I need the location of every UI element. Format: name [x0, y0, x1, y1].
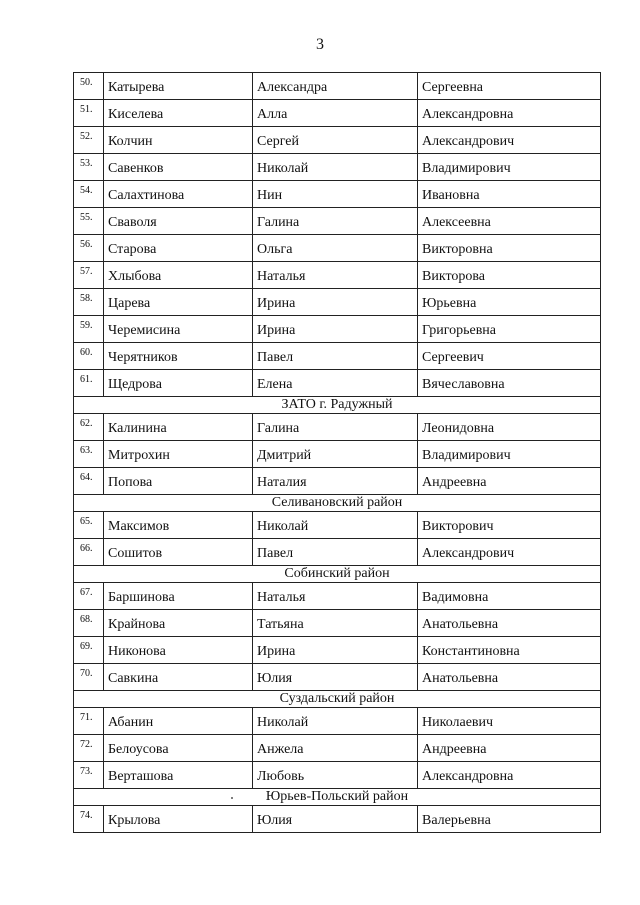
table-row	[74, 708, 601, 735]
table-row	[74, 806, 601, 833]
row-number: 63.	[74, 441, 104, 468]
table-row	[74, 468, 601, 495]
surname-cell: Верташова	[104, 762, 253, 789]
surname-cell: Катырева	[104, 73, 253, 100]
row-number: 57.	[74, 262, 104, 289]
row-number: 73.	[74, 762, 104, 789]
row-number: 70.	[74, 664, 104, 691]
surname-cell: Белоусова	[104, 735, 253, 762]
first-name-cell: Наталия	[253, 468, 418, 495]
row-number: 51.	[74, 100, 104, 127]
patronymic-cell: Валерьевна	[418, 806, 601, 833]
surname-cell: Хлыбова	[104, 262, 253, 289]
first-name-cell: Павел	[253, 343, 418, 370]
surname-cell: Савкина	[104, 664, 253, 691]
section-header-row	[74, 397, 601, 414]
row-number: 65.	[74, 512, 104, 539]
patronymic-cell: Андреевна	[418, 735, 601, 762]
section-header-row	[74, 566, 601, 583]
surname-cell: Крайнова	[104, 610, 253, 637]
patronymic-cell: Алексеевна	[418, 208, 601, 235]
table-row	[74, 154, 601, 181]
row-number: 69.	[74, 637, 104, 664]
surname-cell: Сошитов	[104, 539, 253, 566]
table-row	[74, 735, 601, 762]
patronymic-cell: Александрович	[418, 127, 601, 154]
row-number: 62.	[74, 414, 104, 441]
surname-cell: Колчин	[104, 127, 253, 154]
table-row	[74, 289, 601, 316]
patronymic-cell: Николаевич	[418, 708, 601, 735]
table-row	[74, 664, 601, 691]
patronymic-cell: Викторович	[418, 512, 601, 539]
table-row	[74, 370, 601, 397]
row-number: 60.	[74, 343, 104, 370]
first-name-cell: Наталья	[253, 583, 418, 610]
first-name-cell: Дмитрий	[253, 441, 418, 468]
table-row	[74, 637, 601, 664]
section-header-row	[74, 789, 601, 806]
surname-cell: Щедрова	[104, 370, 253, 397]
first-name-cell: Ирина	[253, 316, 418, 343]
patronymic-cell: Вадимовна	[418, 583, 601, 610]
table-row	[74, 583, 601, 610]
first-name-cell: Николай	[253, 708, 418, 735]
first-name-cell: Алла	[253, 100, 418, 127]
patronymic-cell: Владимирович	[418, 441, 601, 468]
surname-cell: Савенков	[104, 154, 253, 181]
row-number: 59.	[74, 316, 104, 343]
first-name-cell: Ирина	[253, 637, 418, 664]
roster-body	[74, 73, 601, 833]
patronymic-cell: Григорьевна	[418, 316, 601, 343]
surname-cell: Баршинова	[104, 583, 253, 610]
row-number: 56.	[74, 235, 104, 262]
row-number: 52.	[74, 127, 104, 154]
surname-cell: Абанин	[104, 708, 253, 735]
table-row	[74, 316, 601, 343]
table-row	[74, 610, 601, 637]
section-title: Юрьев-Польский район	[74, 789, 601, 806]
first-name-cell: Юлия	[253, 806, 418, 833]
first-name-cell: Нин	[253, 181, 418, 208]
surname-cell: Старова	[104, 235, 253, 262]
patronymic-cell: Александровна	[418, 100, 601, 127]
surname-cell: Сваволя	[104, 208, 253, 235]
patronymic-cell: Вячеславовна	[418, 370, 601, 397]
table-row	[74, 441, 601, 468]
row-number: 61.	[74, 370, 104, 397]
row-number: 53.	[74, 154, 104, 181]
first-name-cell: Ирина	[253, 289, 418, 316]
patronymic-cell: Александрович	[418, 539, 601, 566]
patronymic-cell: Александровна	[418, 762, 601, 789]
section-header-row	[74, 495, 601, 512]
table-row	[74, 100, 601, 127]
table-row	[74, 343, 601, 370]
table-row	[74, 235, 601, 262]
stray-mark	[231, 797, 233, 799]
first-name-cell: Александра	[253, 73, 418, 100]
row-number: 72.	[74, 735, 104, 762]
surname-cell: Митрохин	[104, 441, 253, 468]
surname-cell: Крылова	[104, 806, 253, 833]
row-number: 71.	[74, 708, 104, 735]
first-name-cell: Любовь	[253, 762, 418, 789]
row-number: 54.	[74, 181, 104, 208]
surname-cell: Калинина	[104, 414, 253, 441]
first-name-cell: Анжела	[253, 735, 418, 762]
first-name-cell: Наталья	[253, 262, 418, 289]
row-number: 66.	[74, 539, 104, 566]
surname-cell: Царева	[104, 289, 253, 316]
row-number: 50.	[74, 73, 104, 100]
patronymic-cell: Андреевна	[418, 468, 601, 495]
first-name-cell: Николай	[253, 512, 418, 539]
first-name-cell: Ольга	[253, 235, 418, 262]
patronymic-cell: Викторовна	[418, 235, 601, 262]
patronymic-cell: Константиновна	[418, 637, 601, 664]
table-row	[74, 208, 601, 235]
patronymic-cell: Сергеевич	[418, 343, 601, 370]
surname-cell: Черемисина	[104, 316, 253, 343]
first-name-cell: Елена	[253, 370, 418, 397]
patronymic-cell: Анатольевна	[418, 610, 601, 637]
row-number: 64.	[74, 468, 104, 495]
patronymic-cell: Ивановна	[418, 181, 601, 208]
row-number: 58.	[74, 289, 104, 316]
row-number: 74.	[74, 806, 104, 833]
patronymic-cell: Юрьевна	[418, 289, 601, 316]
row-number: 55.	[74, 208, 104, 235]
roster-table	[73, 72, 601, 833]
page-number: 3	[316, 36, 324, 53]
first-name-cell: Юлия	[253, 664, 418, 691]
first-name-cell: Николай	[253, 154, 418, 181]
surname-cell: Салахтинова	[104, 181, 253, 208]
first-name-cell: Татьяна	[253, 610, 418, 637]
row-number: 68.	[74, 610, 104, 637]
table-row	[74, 414, 601, 441]
surname-cell: Никонова	[104, 637, 253, 664]
table-row	[74, 181, 601, 208]
surname-cell: Максимов	[104, 512, 253, 539]
section-title: Селивановский район	[74, 495, 601, 512]
row-number: 67.	[74, 583, 104, 610]
table-row	[74, 127, 601, 154]
patronymic-cell: Леонидовна	[418, 414, 601, 441]
section-header-row	[74, 691, 601, 708]
first-name-cell: Галина	[253, 414, 418, 441]
surname-cell: Попова	[104, 468, 253, 495]
section-title: ЗАТО г. Радужный	[74, 397, 601, 414]
section-title: Суздальский район	[74, 691, 601, 708]
table-row	[74, 73, 601, 100]
first-name-cell: Сергей	[253, 127, 418, 154]
table-row	[74, 262, 601, 289]
first-name-cell: Галина	[253, 208, 418, 235]
table-row	[74, 762, 601, 789]
patronymic-cell: Сергеевна	[418, 73, 601, 100]
table-row	[74, 539, 601, 566]
section-title: Собинский район	[74, 566, 601, 583]
patronymic-cell: Викторова	[418, 262, 601, 289]
patronymic-cell: Анатольевна	[418, 664, 601, 691]
patronymic-cell: Владимирович	[418, 154, 601, 181]
table-row	[74, 512, 601, 539]
surname-cell: Киселева	[104, 100, 253, 127]
first-name-cell: Павел	[253, 539, 418, 566]
surname-cell: Черятников	[104, 343, 253, 370]
